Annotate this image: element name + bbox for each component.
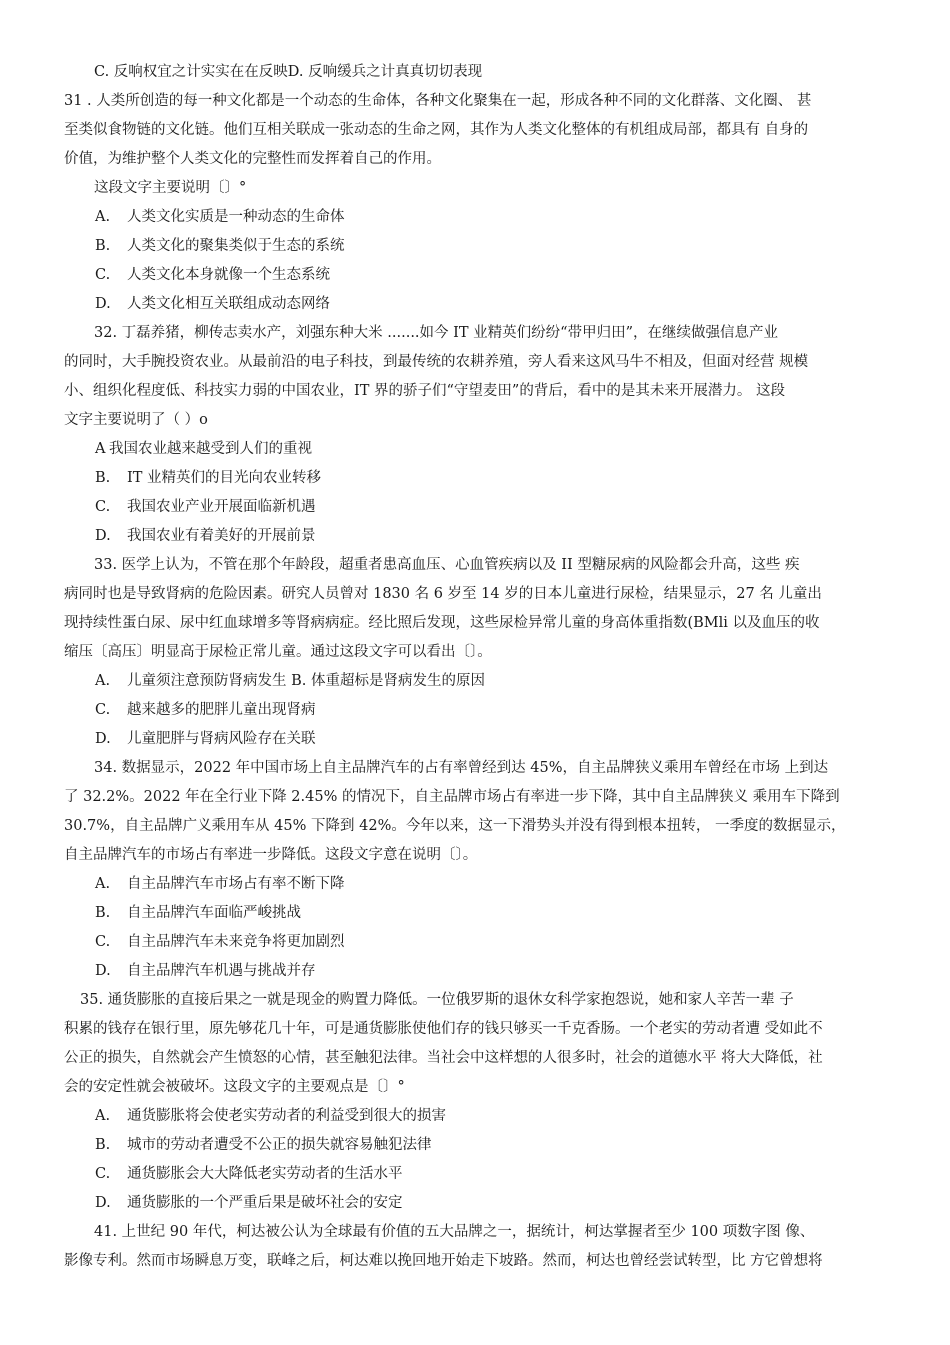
- question-text-line: 的同时，大手腕投资农业。从最前沿的电子科技，到最传统的农耕养殖，旁人看来这风马牛不相及，但面对经营 规模: [64, 354, 809, 370]
- question-text-line: 会的安定性就会被破坏。这段文字的主要观点是〔〕°: [64, 1079, 405, 1095]
- question-text-line: 影像专利。然而市场瞬息万变，联峰之后，柯达难以挽回地开始走下坡路。然而，柯达也曾经尝试转型，比 方它曾想将: [64, 1253, 823, 1269]
- top-options-line: [64, 58, 894, 87]
- answer-option: D. 人类文化相互关联组成动态网络: [95, 296, 330, 312]
- question-text-line: 30.7%，自主品牌广义乘用车从 45% 下降到 42%。今年以来，这一下滑势头并没有得到根本扭转， 一季度的数据显示，: [64, 818, 846, 834]
- question-41: [64, 1218, 894, 1276]
- answer-option: D. 自主品牌汽车机遇与挑战并存: [95, 963, 316, 979]
- answer-option: B. IT 业精英们的目光向农业转移: [95, 470, 322, 486]
- question-stem: 这段文字主要说明〔〕°: [94, 180, 247, 196]
- question-text-line: 41. 上世纪 90 年代，柯达被公认为全球最有价值的五大品牌之一，据统计，柯达掌握者至少 100 项数字图 像、: [94, 1224, 815, 1240]
- answer-option: A. 人类文化实质是一种动态的生命体: [95, 209, 345, 225]
- answer-option: A. 自主品牌汽车市场占有率不断下降: [95, 876, 345, 892]
- answer-option: C. 通货膨胀会大大降低老实劳动者的生活水平: [95, 1166, 403, 1182]
- question-text-line: 现持续性蛋白尿、尿中红血球增多等肾病病症。经比照后发现，这些尿检异常儿童的身高体重指数(BMli 以及血压的收: [64, 615, 820, 631]
- question-text-line: 缩压〔高压〕明显高于尿检正常儿童。通过这段文字可以看出〔〕。: [64, 644, 492, 660]
- question-text-line: 31 . 人类所创造的每一种文化都是一个动态的生命体，各种文化聚集在一起，形成各种不同的文化群落、文化圈、 甚: [64, 93, 812, 109]
- question-31: [64, 87, 894, 319]
- answer-option: D. 儿童肥胖与肾病风险存在关联: [95, 731, 316, 747]
- question-text-line: 32. 丁磊养猪，柳传志卖水产，刘强东种大米 .......如今 IT 业精英们纷纷“带甲归田”，在继续做强信息产业: [94, 325, 778, 341]
- question-33: [64, 551, 894, 754]
- question-35: [64, 986, 894, 1218]
- answer-option: A. 儿童须注意预防肾病发生 B. 体重超标是肾病发生的原因: [95, 673, 485, 689]
- answer-option: B. 城市的劳动者遭受不公正的损失就容易触犯法律: [95, 1137, 432, 1153]
- question-text-line: 文字主要说明了（ ）o: [64, 412, 208, 428]
- question-text-line: 35. 通货膨胀的直接后果之一就是现金的购置力降低。一位俄罗斯的退休女科学家抱怨说，她和家人辛苦一辈 子: [80, 992, 794, 1008]
- answer-option: B. 人类文化的聚集类似于生态的系统: [95, 238, 345, 254]
- answer-option: D. 我国农业有着美好的开展前景: [95, 528, 316, 544]
- question-34: [64, 754, 894, 986]
- answer-option: C. 人类文化本身就像一个生态系统: [95, 267, 330, 283]
- question-text-line: 34. 数据显示，2022 年中国市场上自主品牌汽车的占有率曾经到达 45%，自主品牌狭义乘用车曾经在市场 上到达: [94, 760, 829, 776]
- answer-option: C. 自主品牌汽车未来竞争将更加剧烈: [95, 934, 345, 950]
- question-text-line: 病同时也是导致肾病的危险因素。研究人员曾对 1830 名 6 岁至 14 岁的日本儿童进行尿检，结果显示，27 名 儿童出: [64, 586, 822, 602]
- question-32: [64, 319, 894, 551]
- question-text-line: 33. 医学上认为，不管在那个年龄段，超重者患高血压、心血管疾病以及 II 型糖尿病的风险都会升高，这些 疾: [94, 557, 800, 573]
- question-text-line: 自主品牌汽车的市场占有率进一步降低。这段文字意在说明〔〕。: [64, 847, 478, 863]
- answer-option: A. 通货膨胀将会使老实劳动者的利益受到很大的损害: [95, 1108, 446, 1124]
- answer-option: A 我国农业越来越受到人们的重视: [95, 441, 312, 457]
- question-text-line: 积累的钱存在银行里，原先够花几十年，可是通货膨胀使他们存的钱只够买一千克香肠。一个老实的劳动者遭 受如此不: [64, 1021, 823, 1037]
- answer-option: C. 我国农业产业开展面临新机遇: [95, 499, 316, 515]
- question-text-line: 了 32.2%。2022 年在全行业下降 2.45% 的情况下，自主品牌市场占有率进一步下降，其中自主品牌狭义 乘用车下降到: [64, 789, 840, 805]
- question-text-line: 至类似食物链的文化链。他们互相关联成一张动态的生命之网，其作为人类文化整体的有机组成局部，都具有 自身的: [64, 122, 809, 138]
- answer-option: D. 通货膨胀的一个严重后果是破坏社会的安定: [95, 1195, 403, 1211]
- answer-option: C. 越来越多的肥胖儿童出现肾病: [95, 702, 316, 718]
- question-text-line: 价值，为维护整个人类文化的完整性而发挥着自己的作用。: [64, 151, 441, 167]
- option-d: D. 反响缓兵之计真真切切表现: [287, 64, 483, 80]
- option-c: C. 反响权宜之计实实在在反映: [94, 64, 288, 80]
- question-text-line: 公正的损失，自然就会产生愤怒的心情，甚至触犯法律。当社会中这样想的人很多时，社会的道德水平 将大大降低，社: [64, 1050, 823, 1066]
- answer-option: B. 自主品牌汽车面临严峻挑战: [95, 905, 301, 921]
- question-text-line: 小、组织化程度低、科技实力弱的中国农业，IT 界的骄子们“守望麦田”的背后，看中的是其未来开展潜力。 这段: [64, 383, 785, 399]
